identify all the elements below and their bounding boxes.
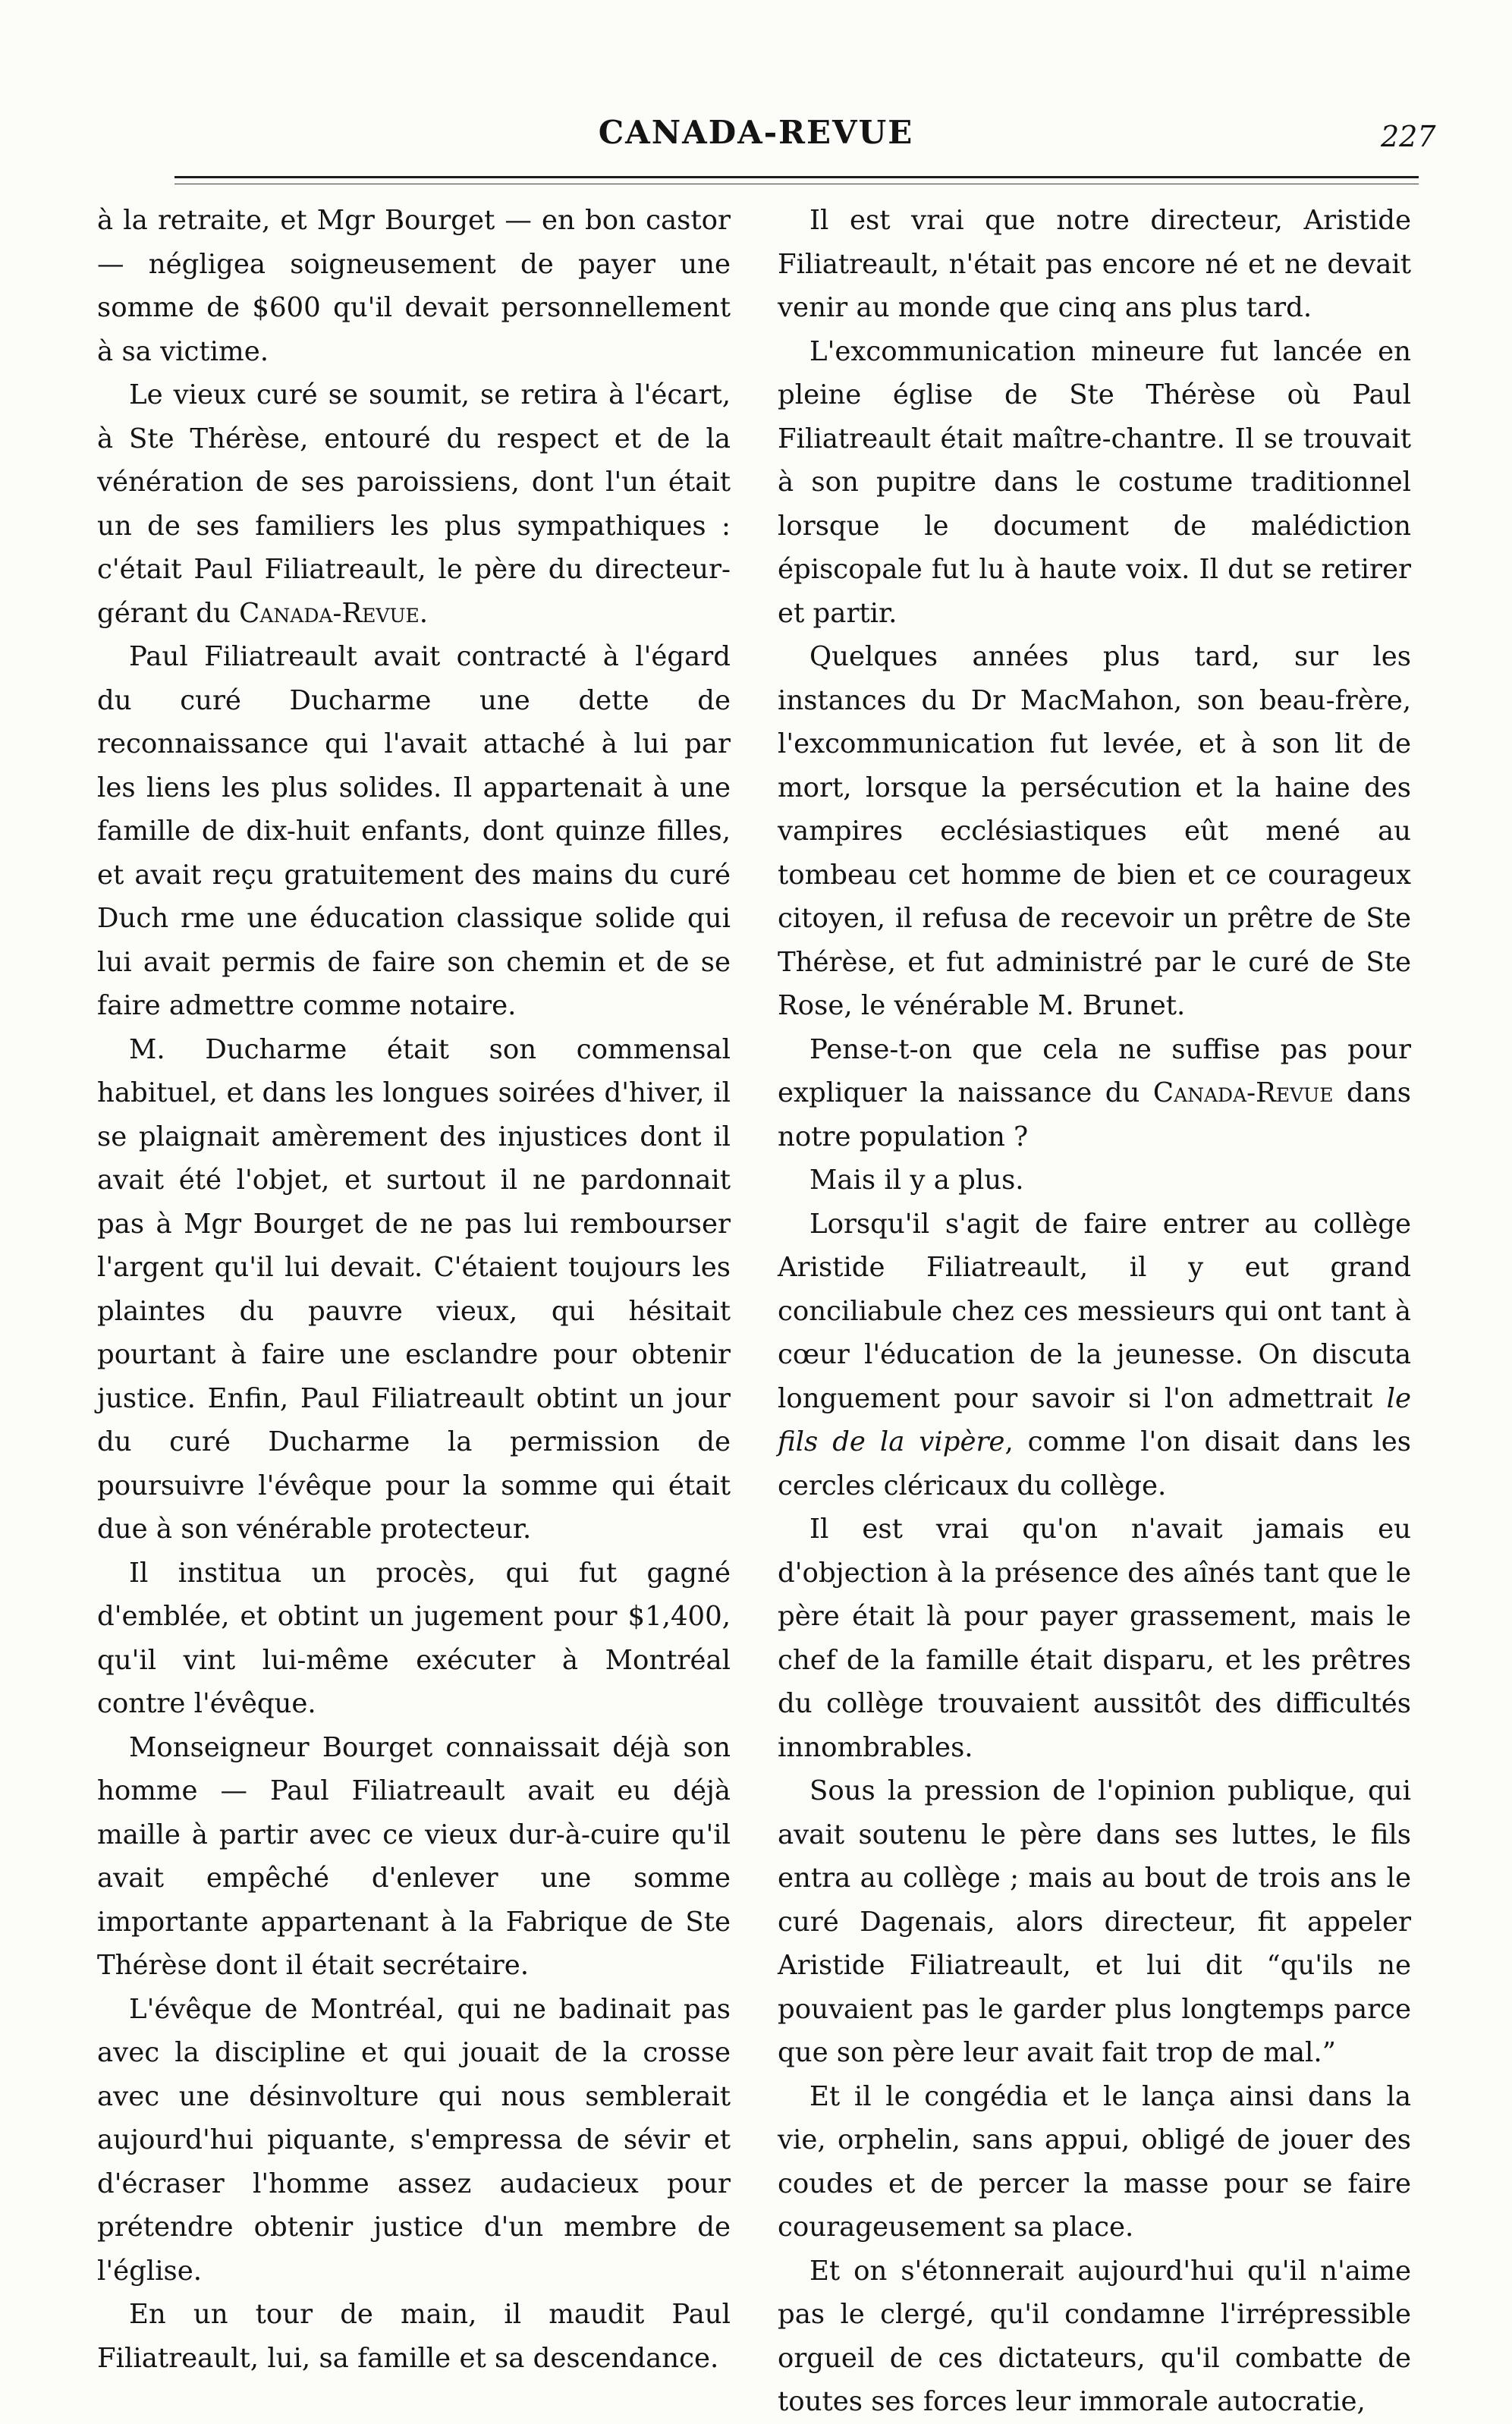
paragraph: En un tour de main, il maudit Paul Filiatreault, lui, sa famille et sa descendance. (97, 2299, 731, 2374)
paragraph-text-end: . (419, 597, 429, 629)
paragraph: Il institua un procès, qui fut gagné d'emblée, et obtint un jugement pour $1,400, qu'il vint lui-même exécuter à Montréal contre l'évêque. (97, 1557, 731, 1719)
paragraph: L'excommunication mineure fut lancée en pleine église de Ste Thérèse où Paul Filiatreault était maître-chantre. Il se trouvait à son pupitre dans le costume traditionnel lorsque le document de malédiction épiscopale fut lu à haute voix. Il dut se retirer et partir. (778, 335, 1411, 629)
paragraph (778, 1203, 1411, 1508)
italic-phrase: le fils de la vipère (778, 1382, 1411, 1457)
publication-name: Canada-Revue (239, 597, 420, 629)
paragraph-text: Le vieux curé se soumit, se retira à l'écart, à Ste Thérèse, entouré du respect et de la vénération de ses paroissiens, dont l'un était un de ses familiers les plus sympathiques : c'était Paul Filiatreault, le père du directeur-gérant du (97, 379, 731, 629)
paragraph: L'évêque de Montréal, qui ne badinait pas avec la discipline et qui jouait de la crosse avec une désinvolture qui nous semblerait aujourd'hui piquante, s'empressa de sévir et d'écraser l'homme assez audacieux pour prétendre obtenir justice d'un membre de l'église. (97, 1993, 731, 2287)
paragraph-text-end: , comme l'on disait dans les cercles cléricaux du collège. (778, 1426, 1412, 1501)
paragraph (97, 373, 731, 635)
paragraph (778, 1028, 1411, 1159)
left-column (97, 199, 731, 2374)
paragraph: Mais il y a plus. (809, 1165, 1024, 1196)
paragraph: Sous la pression de l'opinion publique, qui avait soutenu le père dans ses luttes, le fils entra au collège ; mais au bout de trois ans le curé Dagenais, alors directeur, fit appeler Aristide Filiatreault, et lui dit “qu'ils ne pouvaient pas le garder plus longtemps parce que son père leur avait fait trop de mal.” (778, 1775, 1411, 2068)
right-column (778, 199, 1412, 2417)
paragraph: Monseigneur Bourget connaissait déjà son homme — Paul Filiatreault avait eu déjà maille à partir avec ce vieux dur-à-cuire qu'il avait empêché d'enlever une somme importante appartenant à la Fabrique de Ste Thérèse dont il était secrétaire. (97, 1731, 731, 1981)
paragraph: Il est vrai qu'on n'avait jamais eu d'objection à la présence des aînés tant que le père était là pour payer grassement, mais le chef de la famille était disparu, et les prêtres du collège trouvaient aussitôt des difficultés innombrables. (778, 1514, 1411, 1763)
paragraph: Quelques années plus tard, sur les instances du Dr MacMahon, son beau-frère, l'excommunication fut levée, et à son lit de mort, lorsque la persécution et la haine des vampires ecclésiastiques eût mené au tombeau cet homme de bien et ce courageux citoyen, il refusa de recevoir un prêtre de Ste Thérèse, et fut administré par le curé de Ste Rose, le vénérable M. Brunet. (778, 641, 1411, 1021)
publication-name: Canada-Revue (1152, 1077, 1334, 1108)
paragraph: Paul Filiatreault avait contracté à l'égard du curé Ducharme une dette de reconnaissance qui l'avait attaché à lui par les liens les plus solides. Il appartenait à une famille de dix-huit enfants, dont quinze filles, et avait reçu gratuitement des mains du curé Duch rme une éducation classique solide qui lui avait permis de faire son chemin et de se faire admettre comme notaire. (97, 641, 731, 1021)
page-number: 227 (1381, 120, 1436, 153)
paragraph: Et on s'étonnerait aujourd'hui qu'il n'aime pas le clergé, qu'il condamne l'irrépressible orgueil de ces dictateurs, qu'il combatte de toutes ses forces leur immorale autocratie, (778, 2255, 1411, 2417)
paragraph-text: Pense-t-on que cela ne suffise pas pour expliquer la naissance du (778, 1033, 1411, 1108)
paragraph: à la retraite, et Mgr Bourget — en bon castor — négligea soigneusement de payer une somme de $600 qu'il devait personnellement à sa victime. (97, 205, 731, 367)
paragraph-text-end: dans notre population ? (778, 1077, 1411, 1152)
paragraph: M. Ducharme était son commensal habituel, et dans les longues soirées d'hiver, il se plaignait amèrement des injustices dont il avait été l'objet, et surtout il ne pardonnait pas à Mgr Bourget de ne pas lui rembourser l'argent qu'il lui devait. C'étaient toujours les plaintes du pauvre vieux, qui hésitait pourtant à faire une esclandre pour obtenir justice. Enfin, Paul Filiatreault obtint un jour du curé Ducharme la permission de poursuivre l'évêque pour la somme qui était due à son vénérable protecteur. (97, 1033, 731, 1545)
paragraph: Et il le congédia et le lança ainsi dans la vie, orphelin, sans appui, obligé de jouer des coudes et de percer la masse pour se faire courageusement sa place. (778, 2080, 1411, 2243)
paragraph-text: Lorsqu'il s'agit de faire entrer au collège Aristide Filiatreault, il y eut grand conciliabule chez ces messieurs qui ont tant à cœur l'éducation de la jeunesse. On discuta longuement pour savoir si l'on admettrait (778, 1208, 1411, 1414)
paragraph: Il est vrai que notre directeur, Aristide Filiatreault, n'était pas encore né et ne devait venir au monde que cinq ans plus tard. (778, 205, 1411, 323)
header-rule (174, 176, 1419, 178)
running-title: CANADA-REVUE (598, 114, 914, 151)
page-header (0, 114, 1512, 159)
